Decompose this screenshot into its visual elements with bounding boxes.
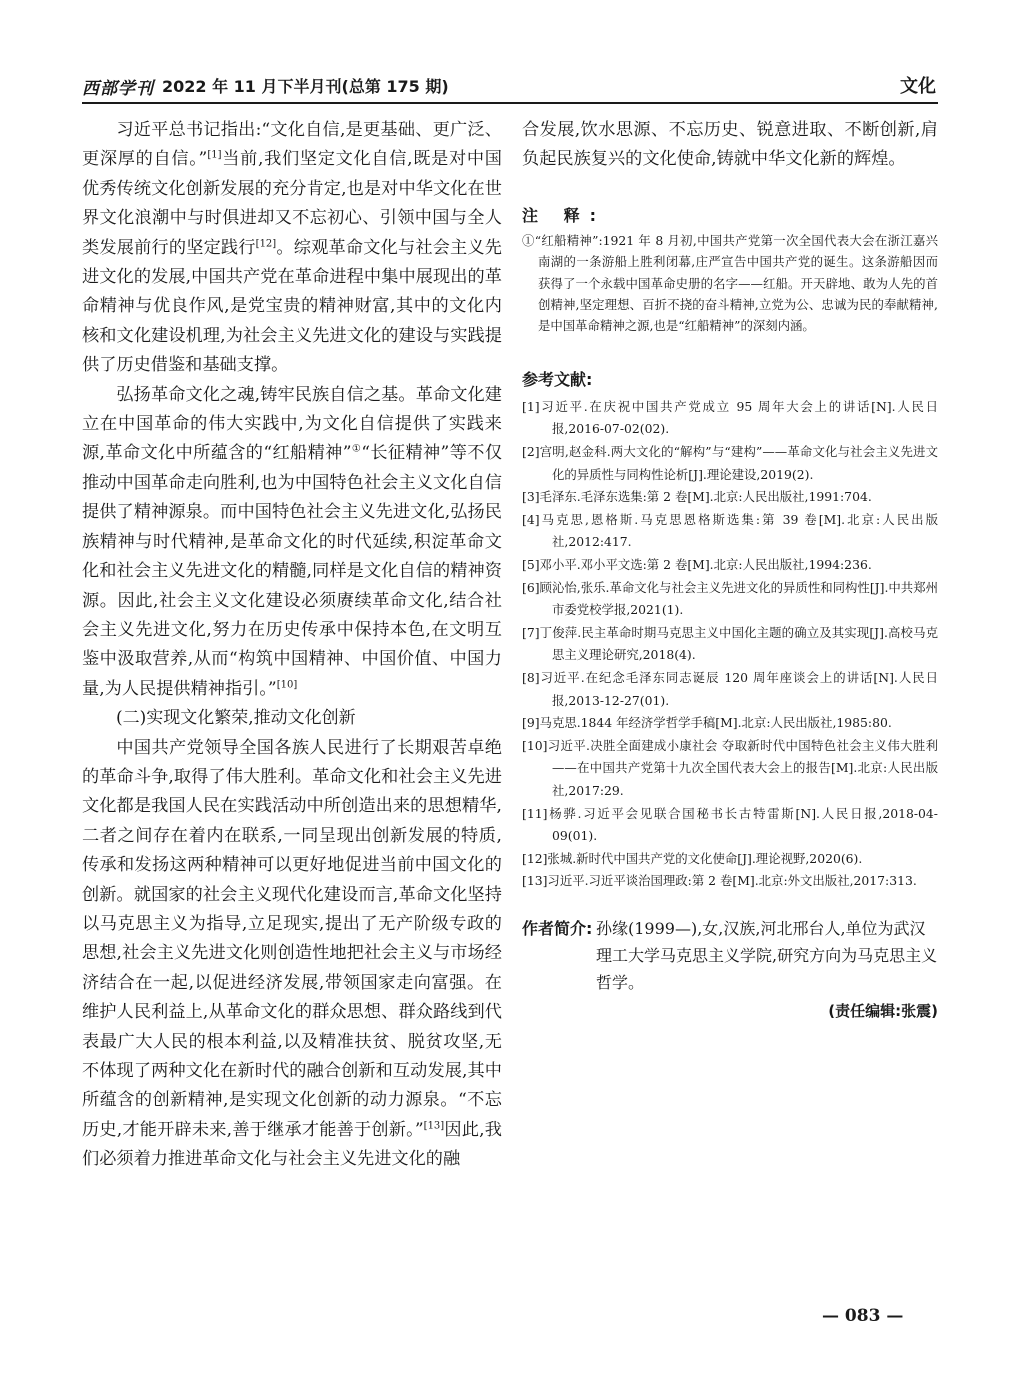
citation-1: [1] [207, 149, 222, 161]
author-text: 孙缘(1999—),女,汉族,河北邢台人,单位为武汉理工大学马克思主义学院,研究方向为马克思主义哲学。 [596, 918, 938, 992]
page-number: — 083 — [822, 1306, 904, 1326]
author-label: 作者简介: [522, 918, 593, 938]
issue-info: 2022 年 11 月下半月刊(总第 175 期) [162, 77, 449, 96]
reference-item: [13]习近平.习近平谈治国理政:第 2 卷[M].北京:外文出版社,2017:313. [522, 873, 917, 889]
subsection-heading: (二)实现文化繁荣,推动文化创新 [116, 708, 356, 729]
reference-item: [7]丁俊萍.民主革命时期马克思主义中国化主题的确立及其实现[J].高校马克思主义理论研究,2018(4). [522, 624, 938, 663]
footnote-marker: ① [351, 443, 362, 455]
reference-item: [10]习近平.决胜全面建成小康社会 夺取新时代中国特色社会主义伟大胜利——在中国共产党第十九次全国代表大会上的报告[M].北京:人民出版社,2017:29. [522, 737, 938, 798]
right-column [522, 116, 938, 1021]
page-header [82, 72, 938, 104]
reference-item: [8]习近平.在纪念毛泽东同志诞辰 120 周年座谈会上的讲话[N].人民日报,2013-12-27(01). [522, 669, 938, 708]
reference-item: [12]张城.新时代中国共产党的文化使命[J].理论视野,2020(6). [522, 850, 863, 866]
author-bio [522, 915, 938, 996]
references-title: 参考文献: [522, 369, 593, 389]
paragraph-continuation: 合发展,饮水思源、不忘历史、锐意进取、不断创新,肩负起民族复兴的文化使命,铸就中华文化新的辉煌。 [522, 120, 938, 170]
section-name: 文化 [900, 76, 936, 97]
footnote-1: ①“红船精神”:1921 年 8 月初,中国共产党第一次全国代表大会在浙江嘉兴南湖的一条游船上胜利闭幕,庄严宣告中国共产党的诞生。这条游船因而获得了一个永载中国革命史册的名字——红船。开天辟地、敢为人先的首创精神,坚定理想、百折不挠的奋斗精神,立党为公、忠诚为民的奉献精神,是中国革命精神之源,也是“红船精神”的深刻内涵。 [522, 232, 938, 334]
reference-item: [2]宫明,赵金科.两大文化的“解构”与“建构”——革命文化与社会主义先进文化的异质性与同构性论析[J].理论建设,2019(2). [522, 444, 938, 482]
journal-name: 西部学刊 [82, 79, 154, 99]
reference-item: [5]邓小平.邓小平文选:第 2 卷[M].北京:人民出版社,1994:236. [522, 557, 872, 572]
reference-item: [3]毛泽东.毛泽东选集:第 2 卷[M].北京:人民出版社,1991:704. [522, 489, 872, 505]
responsible-editor: (责任编辑:张震) [828, 1001, 938, 1020]
reference-item: [11]杨骅.习近平会见联合国秘书长古特雷斯[N].人民日报,2018-04-09(01). [522, 805, 938, 844]
reference-item: [4]马克思,恩格斯.马克思恩格斯选集:第 39 卷[M].北京:人民出版社,2012:417. [522, 511, 938, 550]
paragraph-1: 习近平总书记指出:“文化自信,是更基础、更广泛、更深厚的自信。”[1]当前,我们坚定文化自信,既是对中国优秀传统文化创新发展的充分肯定,也是对中华文化在世界文化浪潮中与时俱进却又不忘初心、引领中国与全人类发展前行的坚定践行[12]。综观革命文化与社会主义先进文化的发展,中国共产党在革命进程中集中展现出的革命精神与优良作风,是党宝贵的精神财富,其中的文化内核和文化建设机理,为社会主义先进文化的建设与实践提供了历史借鉴和基础支撑。 [82, 120, 502, 376]
citation-13: [13] [423, 1120, 445, 1132]
paragraph-3: 中国共产党领导全国各族人民进行了长期艰苦卓绝的革命斗争,取得了伟大胜利。革命文化和社会主义先进文化都是我国人民在实践活动中所创造出来的思想精华,二者之间存在着内在联系,一同呈现出创新发展的特质,传承和发扬这两种精神可以更好地促进当前中国文化的创新。就国家的社会主义现代化建设而言,革命文化坚持以马克思主义为指导,立足现实,提出了无产阶级专政的思想,社会主义先进文化则创造性地把社会主义与市场经济结合在一起,以促进经济发展,带领国家走向富强。在维护人民利益上,从革命文化的群众思想、群众路线到代表最广大人民的根本利益,以及精准扶贫、脱贫攻坚,无不体现了两种文化在新时代的融合创新和互动发展,其中所蕴含的创新精神,是实现文化创新的动力源泉。“不忘历史,才能开辟未来,善于继承才能善于创新。”[13]因此,我们必须着力推进革命文化与社会主义先进文化的融 [82, 737, 502, 1170]
references-list [522, 396, 938, 893]
reference-item: [9]马克思.1844 年经济学哲学手稿[M].北京:人民出版社,1985:80. [522, 715, 892, 731]
reference-item: [1]习近平.在庆祝中国共产党成立 95 周年大会上的讲话[N].人民日报,2016-07-02(02). [522, 398, 938, 437]
reference-item: [6]顾沁怡,张乐.革命文化与社会主义先进文化的异质性和同构性[J].中共郑州市委党校学报,2021(1). [522, 579, 938, 618]
citation-12: [12] [255, 237, 277, 249]
notes-title: 注 释: [522, 205, 606, 225]
paragraph-2: 弘扬革命文化之魂,铸牢民族自信之基。革命文化建立在中国革命的伟大实践中,为文化自信提供了实践来源,革命文化中所蕴含的“红船精神”①“长征精神”等不仅推动中国革命走向胜利,也为中国特色社会主义文化自信提供了精神源泉。而中国特色社会主义先进文化,弘扬民族精神与时代精神,是革命文化的时代延续,积淀革命文化和社会主义先进文化的精髓,同样是文化自信的精神资源。因此,社会主义文化建设必须赓续革命文化,结合社会主义先进文化,努力在历史传承中保持本色,在文明互鉴中汲取营养,从而“构筑中国精神、中国价值、中国力量,为人民提供精神指引。”[10] [82, 384, 503, 699]
citation-10: [10] [276, 678, 298, 690]
left-column [82, 116, 502, 1175]
